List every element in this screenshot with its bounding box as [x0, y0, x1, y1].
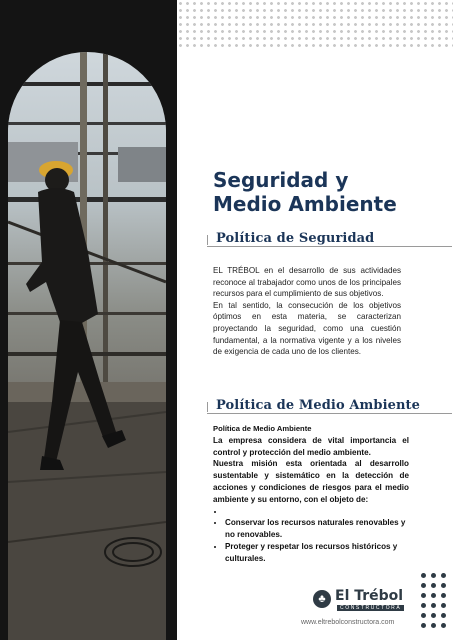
logo-subtitle: CONSTRUCTORA — [337, 605, 404, 611]
seguridad-paragraph-1: EL TRÉBOL en el desarrollo de sus actividades reconoce al trabajador como unos de los principales recursos para el cumplimiento de sus objetivos. — [213, 266, 401, 299]
list-item — [225, 506, 409, 518]
seguridad-heading: Política de Seguridad — [216, 231, 375, 246]
seguridad-paragraph-2: En tal sentido, la consecución de los objetivos óptimos en esta materia, se caracterizan proyectando la seguridad, como una cuestión fundamental, a la normativa vigente y a los niveles de exigencia de cada uno de los clientes. — [213, 300, 401, 357]
company-logo — [313, 588, 403, 614]
seguridad-body — [213, 265, 401, 358]
logo-name: El Trébol — [335, 588, 404, 604]
left-photo-panel — [0, 0, 177, 640]
ambiente-subtitle: Política de Medio Ambiente — [213, 424, 312, 433]
ambiente-body — [213, 423, 409, 565]
list-item: • Conservar los recursos naturales renovables y no renovables. — [225, 517, 409, 541]
section-divider-line — [207, 413, 452, 414]
worker-silhouette-image — [8, 52, 166, 640]
dot-pattern-decoration — [177, 0, 453, 50]
dot-grid-decoration — [419, 571, 446, 629]
page-title — [213, 168, 397, 216]
ambiente-heading: Política de Medio Ambiente — [216, 398, 421, 413]
page-title-line-2: Medio Ambiente — [213, 192, 397, 216]
section-divider-line — [207, 246, 452, 247]
ambiente-paragraph-2: Nuestra misión esta orientada al desarrollo sustentable y sistemático en la detección de acciones y condiciones de riesgos para el medio ambiente y su entorno, con el objeto de: — [213, 459, 409, 504]
website-url: www.eltrebolconstructora.com — [301, 619, 395, 626]
list-item: • Proteger y respetar los recursos históricos y culturales. — [225, 541, 409, 565]
clover-logo-icon: ♣ — [313, 590, 331, 608]
ambiente-bullet-list — [213, 506, 409, 565]
page-title-line-1: Seguridad y — [213, 168, 349, 192]
section-divider-tab — [207, 235, 214, 245]
section-divider-tab — [207, 402, 214, 412]
ambiente-paragraph-1: La empresa considera de vital importancia el control y protección del medio ambiente. — [213, 435, 409, 457]
arched-worker-photo — [8, 52, 166, 640]
